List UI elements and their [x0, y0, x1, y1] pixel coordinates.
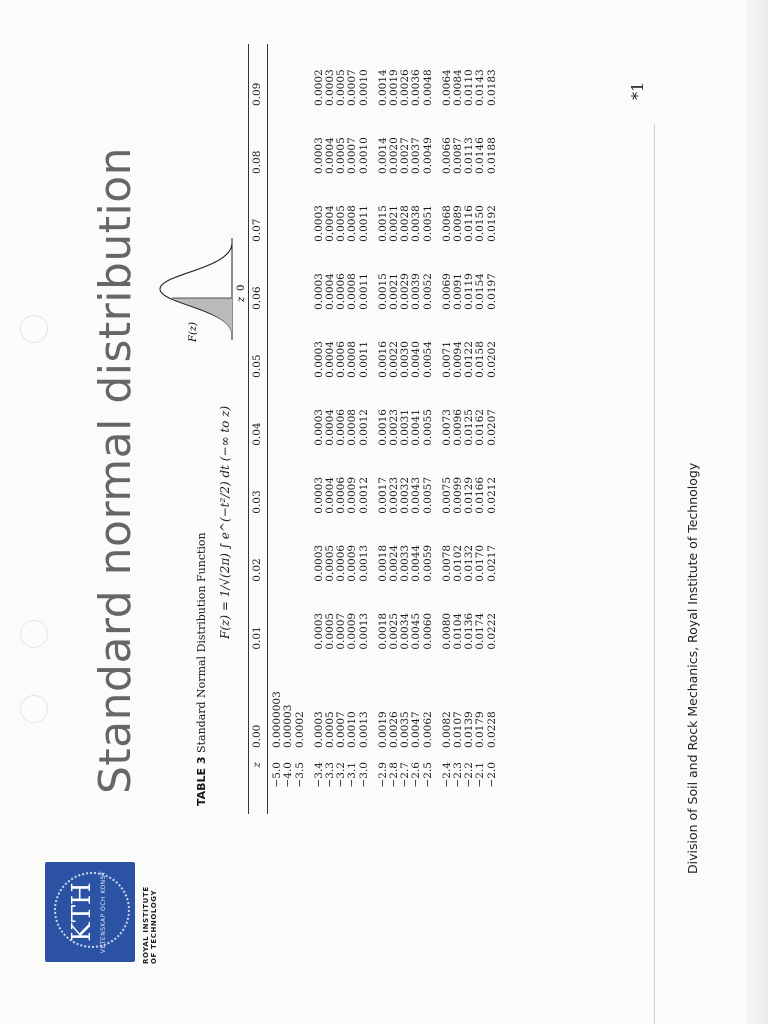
probability-cell — [295, 384, 306, 452]
probability-cell — [283, 44, 294, 112]
probability-cell: 0.0003 — [312, 711, 325, 749]
table-caption — [195, 532, 208, 806]
probability-cell: 0.0027 — [399, 137, 412, 174]
institution-name — [142, 854, 158, 964]
probability-cell: 0.0019 — [388, 69, 401, 107]
probability-cell — [283, 520, 294, 588]
probability-cell: 0.0005 — [335, 69, 348, 107]
probability-cell: 0.0006 — [335, 544, 348, 582]
probability-cell: 0.0060 — [421, 612, 434, 650]
probability-cell: 0.0018 — [376, 544, 389, 582]
probability-cell: 0.0015 — [376, 205, 389, 242]
z-value-cell: −3.5 — [293, 762, 306, 788]
column-header: 0.02 — [249, 520, 268, 588]
probability-cell: 0.0006 — [335, 273, 348, 310]
figure-label-z: z — [236, 296, 247, 302]
probability-cell: 0.0125 — [463, 409, 476, 446]
probability-cell: 0.0051 — [421, 205, 434, 242]
institution-line-1: ROYAL INSTITUTE — [142, 886, 150, 964]
probability-cell: 0.0119 — [463, 273, 476, 310]
probability-cell: 0.0005 — [324, 544, 337, 582]
probability-cell: 0.0034 — [399, 612, 412, 650]
probability-cell — [283, 588, 294, 656]
footer-text: Division of Soil and Rock Mechanics, Royal Institute of Technology — [685, 462, 700, 874]
probability-cell: 0.0049 — [421, 137, 434, 174]
probability-cell: 0.0059 — [421, 544, 434, 582]
probability-cell: 0.0031 — [399, 409, 412, 446]
table-header-row — [249, 44, 268, 814]
probability-cell: 0.0005 — [324, 612, 337, 650]
probability-cell — [272, 112, 283, 180]
probability-cell: 0.0162 — [474, 409, 487, 446]
probability-cell — [295, 520, 306, 588]
distribution-formula: F(z) = 1/√(2π) ∫ e^(−t²/2) dt (−∞ to z) — [218, 405, 232, 639]
table-row — [295, 44, 306, 814]
z-value-cell: −2.4 — [440, 762, 453, 788]
probability-cell: 0.0009 — [346, 612, 359, 650]
probability-cell: 0.0011 — [357, 341, 370, 378]
probability-cell: 0.0166 — [474, 476, 487, 514]
probability-cell: 0.0018 — [376, 612, 389, 650]
probability-cell: 0.0002 — [312, 69, 325, 107]
probability-cell: 0.0008 — [346, 205, 359, 242]
probability-cell: 0.0005 — [335, 137, 348, 174]
probability-cell — [272, 588, 283, 656]
probability-cell: 0.0041 — [410, 409, 423, 446]
probability-cell: 0.0028 — [399, 205, 412, 242]
probability-cell: 0.0129 — [463, 476, 476, 514]
probability-cell: 0.0019 — [376, 711, 389, 749]
probability-cell: 0.0116 — [463, 205, 476, 242]
column-header: 0.00 — [249, 656, 268, 754]
probability-cell — [295, 452, 306, 520]
probability-cell: 0.0010 — [357, 69, 370, 107]
probability-cell — [272, 452, 283, 520]
probability-cell: 0.0089 — [452, 205, 465, 242]
table-row — [359, 44, 370, 814]
probability-cell: 0.0004 — [324, 137, 337, 174]
figure-label-zero: 0 — [236, 284, 247, 291]
probability-cell: 0.0075 — [440, 476, 453, 514]
z-value-cell: −2.8 — [388, 762, 401, 788]
z-value-cell: −2.0 — [485, 762, 498, 788]
probability-cell — [272, 384, 283, 452]
probability-cell: 0.0122 — [463, 341, 476, 378]
z-value-cell: −3.1 — [346, 762, 359, 788]
probability-cell: 0.0005 — [324, 711, 337, 749]
probability-cell: 0.0009 — [346, 544, 359, 582]
column-header-z: z — [249, 754, 268, 814]
probability-cell — [295, 180, 306, 248]
probability-cell: 0.0202 — [485, 341, 498, 378]
column-header: 0.09 — [249, 44, 268, 112]
z-value-cell: −3.4 — [312, 762, 325, 788]
probability-cell: 0.0016 — [376, 409, 389, 446]
probability-cell: 0.0003 — [312, 544, 325, 582]
probability-cell: 0.0054 — [421, 341, 434, 378]
probability-cell: 0.0014 — [376, 137, 389, 174]
probability-cell: 0.0113 — [463, 137, 476, 174]
probability-cell: 0.0222 — [485, 612, 498, 650]
probability-cell: 0.0003 — [312, 137, 325, 174]
probability-cell — [272, 44, 283, 112]
probability-cell: 0.0004 — [324, 341, 337, 378]
probability-cell: 0.0150 — [474, 205, 487, 242]
bell-curve — [160, 244, 232, 334]
table-row — [487, 44, 498, 814]
probability-cell: 0.0062 — [421, 711, 434, 749]
probability-cell: 0.0217 — [485, 544, 498, 582]
probability-cell: 0.0207 — [485, 409, 498, 446]
probability-cell: 0.0015 — [376, 273, 389, 310]
probability-cell: 0.0002 — [293, 711, 306, 749]
logo-text: KTH — [67, 882, 97, 942]
kth-logo — [45, 862, 135, 962]
probability-cell: 0.0026 — [399, 69, 412, 107]
probability-cell: 0.0007 — [346, 137, 359, 174]
probability-cell: 0.0032 — [399, 476, 412, 514]
probability-cell: 0.0025 — [388, 612, 401, 650]
probability-cell: 0.0003 — [312, 612, 325, 650]
probability-cell — [295, 44, 306, 112]
probability-cell: 0.0071 — [440, 341, 453, 378]
probability-cell: 0.0021 — [388, 273, 401, 310]
probability-cell: 0.0003 — [312, 409, 325, 446]
probability-cell: 0.0020 — [388, 137, 401, 174]
probability-cell: 0.0013 — [357, 711, 370, 749]
probability-cell: 0.0030 — [399, 341, 412, 378]
probability-cell: 0.0047 — [410, 711, 423, 749]
probability-cell: 0.0143 — [474, 69, 487, 107]
probability-cell: 0.0004 — [324, 409, 337, 446]
probability-cell: 0.0132 — [463, 544, 476, 582]
probability-cell: 0.0066 — [440, 137, 453, 174]
probability-cell: 0.0008 — [346, 409, 359, 446]
table-caption-text: Standard Normal Distribution Function — [195, 532, 208, 753]
probability-cell: 0.0082 — [440, 711, 453, 749]
probability-cell — [272, 248, 283, 316]
column-header: 0.07 — [249, 180, 268, 248]
logo-subtext: VETENSKAP OCH KONST — [100, 870, 107, 954]
probability-cell — [272, 520, 283, 588]
probability-cell — [283, 316, 294, 384]
figure-label-fz: F(z) — [188, 321, 199, 342]
table-caption-label: TABLE 3 — [195, 756, 208, 806]
z-value-cell: −2.5 — [421, 762, 434, 788]
probability-cell: 0.0094 — [452, 341, 465, 378]
probability-cell: 0.0139 — [463, 711, 476, 749]
probability-cell: 0.0007 — [335, 711, 348, 749]
probability-cell: 0.0087 — [452, 137, 465, 174]
probability-cell: 0.0110 — [463, 69, 476, 107]
probability-cell: 0.0006 — [335, 409, 348, 446]
probability-cell: 0.00003 — [282, 704, 295, 749]
probability-cell: 0.0174 — [474, 612, 487, 650]
probability-cell: 0.0005 — [335, 205, 348, 242]
column-header: 0.01 — [249, 588, 268, 656]
column-header: 0.05 — [249, 316, 268, 384]
probability-cell — [283, 112, 294, 180]
probability-cell: 0.0023 — [388, 409, 401, 446]
probability-cell: 0.0099 — [452, 476, 465, 514]
column-header: 0.04 — [249, 384, 268, 452]
probability-cell: 0.0004 — [324, 273, 337, 310]
institution-line-2: OF TECHNOLOGY — [150, 889, 158, 964]
probability-cell: 0.0003 — [312, 273, 325, 310]
probability-cell: 0.0055 — [421, 409, 434, 446]
probability-cell: 0.0035 — [399, 711, 412, 749]
probability-cell: 0.0007 — [346, 69, 359, 107]
probability-cell: 0.0170 — [474, 544, 487, 582]
probability-cell: 0.0017 — [376, 476, 389, 514]
z-value-cell: −2.9 — [376, 762, 389, 788]
z-value-cell: −2.3 — [452, 762, 465, 788]
probability-cell: 0.0004 — [324, 205, 337, 242]
table-row — [283, 44, 294, 814]
probability-cell: 0.0007 — [335, 612, 348, 650]
page-title: Standard normal distribution — [90, 146, 141, 794]
probability-cell: 0.0136 — [463, 612, 476, 650]
probability-cell: 0.0038 — [410, 205, 423, 242]
bell-curve-figure — [150, 234, 250, 344]
z-value-cell: −4.0 — [282, 762, 295, 788]
probability-cell: 0.0107 — [452, 711, 465, 749]
probability-cell: 0.0068 — [440, 205, 453, 242]
probability-cell: 0.0197 — [485, 273, 498, 310]
z-value-cell: −2.7 — [399, 762, 412, 788]
z-value-cell: −2.6 — [410, 762, 423, 788]
probability-cell: 0.0033 — [399, 544, 412, 582]
probability-cell: 0.0016 — [376, 341, 389, 378]
probability-cell: 0.0022 — [388, 341, 401, 378]
probability-cell: 0.0011 — [357, 205, 370, 242]
probability-cell: 0.0091 — [452, 273, 465, 310]
probability-cell: 0.0096 — [452, 409, 465, 446]
z-value-cell: −3.3 — [324, 762, 337, 788]
probability-cell: 0.0010 — [357, 137, 370, 174]
probability-cell — [295, 248, 306, 316]
probability-cell: 0.0188 — [485, 137, 498, 174]
table-row — [475, 44, 486, 814]
probability-cell: 0.0013 — [357, 612, 370, 650]
table-row — [411, 44, 422, 814]
probability-cell — [283, 384, 294, 452]
probability-cell: 0.0064 — [440, 69, 453, 107]
probability-cell: 0.0069 — [440, 273, 453, 310]
probability-cell — [283, 452, 294, 520]
probability-cell: 0.0084 — [452, 69, 465, 107]
probability-cell: 0.0009 — [346, 476, 359, 514]
shaded-area — [172, 298, 232, 334]
z-value-cell: −2.2 — [463, 762, 476, 788]
probability-cell: 0.0023 — [388, 476, 401, 514]
probability-cell: 0.0013 — [357, 544, 370, 582]
probability-cell: 0.0021 — [388, 205, 401, 242]
probability-cell: 0.0158 — [474, 341, 487, 378]
probability-cell: 0.0154 — [474, 273, 487, 310]
probability-cell: 0.0008 — [346, 273, 359, 310]
probability-cell: 0.0052 — [421, 273, 434, 310]
table-row — [272, 44, 283, 814]
z-value-cell: −5.0 — [271, 762, 284, 788]
z-value-cell: −2.1 — [474, 762, 487, 788]
probability-cell: 0.0073 — [440, 409, 453, 446]
probability-cell: 0.0039 — [410, 273, 423, 310]
probability-cell: 0.0003 — [312, 205, 325, 242]
probability-cell: 0.0010 — [346, 711, 359, 749]
normal-distribution-table — [248, 44, 498, 814]
probability-cell: 0.0008 — [346, 341, 359, 378]
probability-cell: 0.0043 — [410, 476, 423, 514]
probability-cell: 0.0037 — [410, 137, 423, 174]
probability-cell: 0.0045 — [410, 612, 423, 650]
probability-cell: 0.0024 — [388, 544, 401, 582]
probability-cell: 0.0012 — [357, 476, 370, 514]
table-body — [268, 44, 498, 814]
probability-cell: 0.0104 — [452, 612, 465, 650]
probability-cell: 0.0026 — [388, 711, 401, 749]
probability-cell — [272, 316, 283, 384]
z-value-cell: −3.0 — [357, 762, 370, 788]
table-row — [347, 44, 358, 814]
probability-cell: 0.0183 — [485, 69, 498, 107]
probability-cell: 0.0057 — [421, 476, 434, 514]
probability-cell: 0.0014 — [376, 69, 389, 107]
probability-cell: 0.0011 — [357, 273, 370, 310]
probability-cell: 0.0179 — [474, 711, 487, 749]
probability-cell — [272, 180, 283, 248]
probability-cell: 0.0078 — [440, 544, 453, 582]
probability-cell: 0.0102 — [452, 544, 465, 582]
page-number: *1 — [628, 81, 647, 100]
probability-cell: 0.0003 — [312, 341, 325, 378]
column-header: 0.06 — [249, 248, 268, 316]
probability-cell: 0.0036 — [410, 69, 423, 107]
probability-cell — [283, 248, 294, 316]
probability-cell — [295, 316, 306, 384]
probability-cell: 0.0003 — [324, 69, 337, 107]
probability-cell: 0.0044 — [410, 544, 423, 582]
probability-cell: 0.0006 — [335, 476, 348, 514]
probability-cell: 0.0048 — [421, 69, 434, 107]
probability-cell: 0.0029 — [399, 273, 412, 310]
probability-cell: 0.0003 — [312, 476, 325, 514]
probability-cell — [295, 588, 306, 656]
table-row — [423, 44, 434, 814]
probability-cell — [295, 112, 306, 180]
footer-rule — [654, 124, 655, 1024]
probability-cell — [283, 180, 294, 248]
z-value-cell: −3.2 — [335, 762, 348, 788]
probability-cell: 0.0006 — [335, 341, 348, 378]
probability-cell: 0.0192 — [485, 205, 498, 242]
probability-cell: 0.0004 — [324, 476, 337, 514]
column-header: 0.03 — [249, 452, 268, 520]
probability-cell: 0.0040 — [410, 341, 423, 378]
probability-cell: 0.0000003 — [271, 691, 284, 749]
probability-cell: 0.0146 — [474, 137, 487, 174]
probability-cell: 0.0228 — [485, 711, 498, 749]
probability-cell: 0.0080 — [440, 612, 453, 650]
column-header: 0.08 — [249, 112, 268, 180]
probability-cell: 0.0212 — [485, 476, 498, 514]
probability-cell: 0.0012 — [357, 409, 370, 446]
